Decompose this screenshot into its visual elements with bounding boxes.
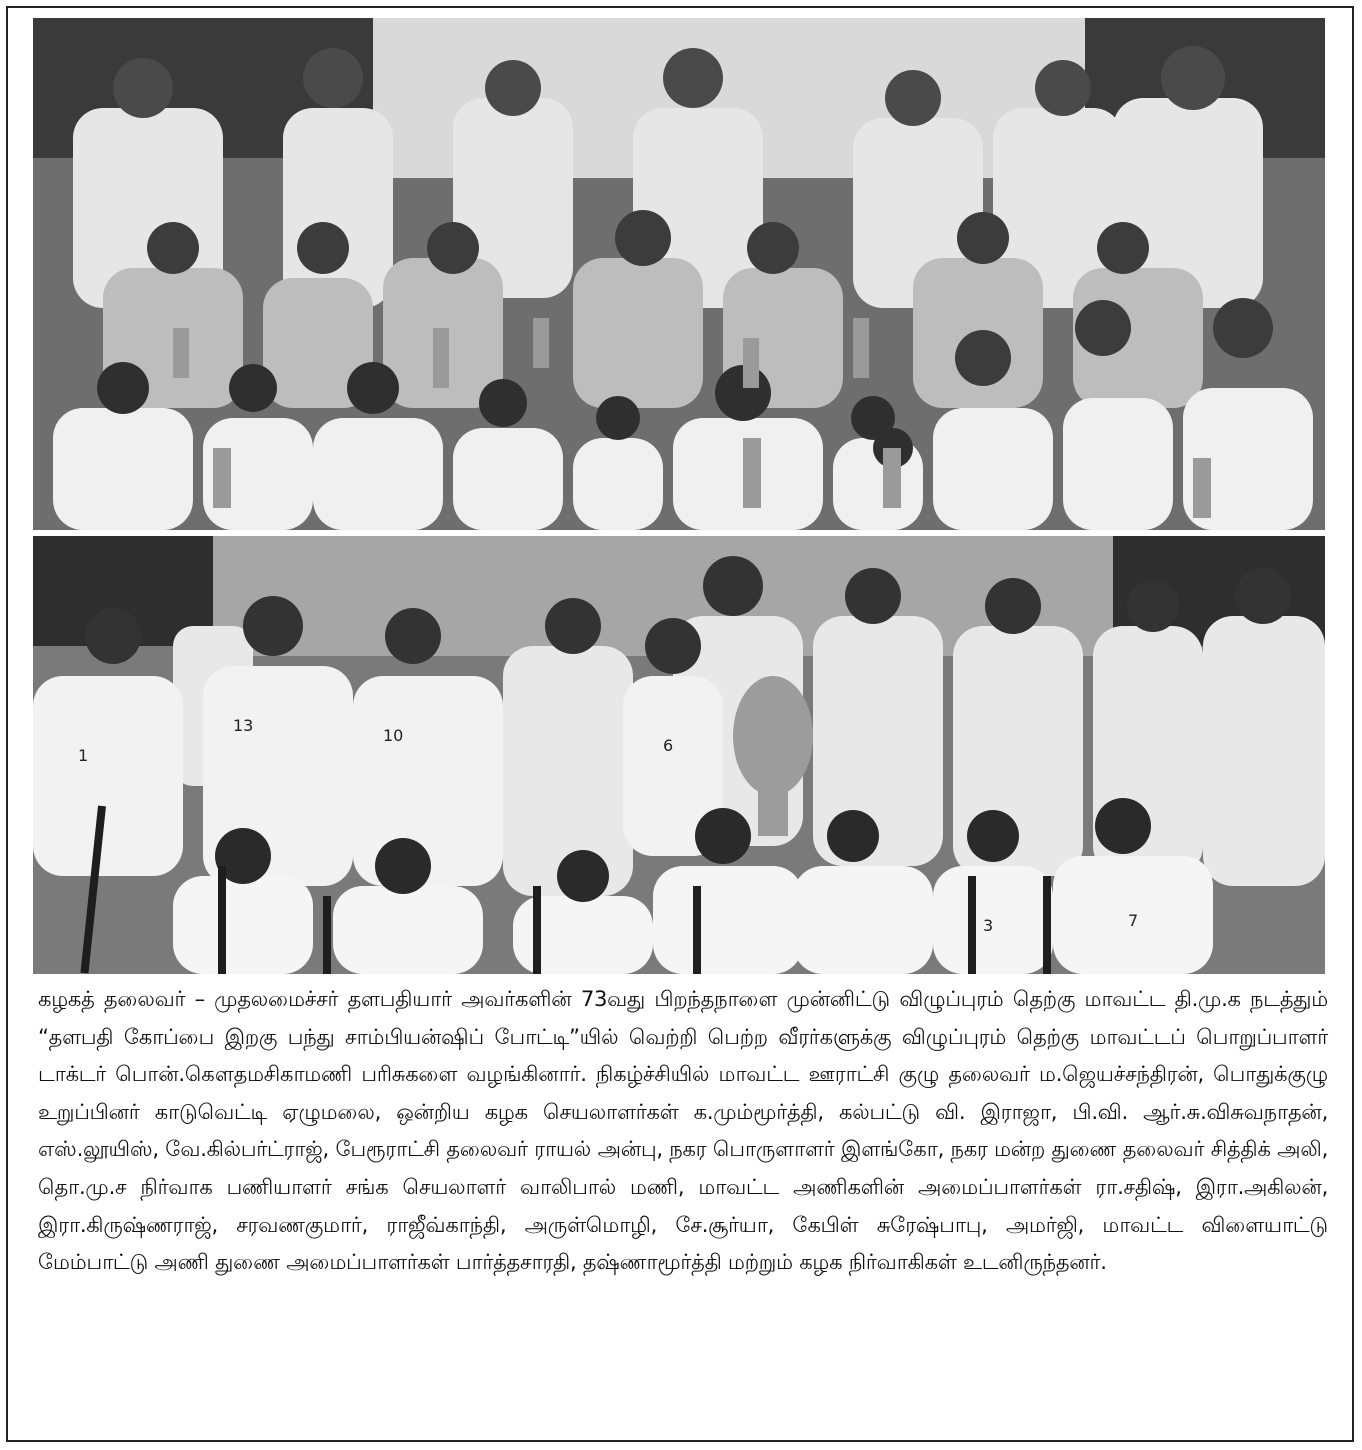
article-caption: கழகத் தலைவர் – முதலமைச்சர் தளபதியார் அவர்களின் 73வது பிறந்தநாளை முன்னிட்டு விழுப்புரம் தெற்கு மாவட்ட தி.மு.க நடத்தும் “தளபதி கோப்பை இறகு பந்து சாம்பியன்ஷிப் போட்டி”யில் வெற்றி பெற்ற வீரர்களுக்கு விழுப்புரம் தெற்கு மாவட்டப் பொறுப்பாளர் டாக்டர் பொன்.கௌதமசிகாமணி பரிசுகளை வழங்கினார். நிகழ்ச்சியில் மாவட்ட ஊராட்சி குழு தலைவர் ம.ஜெயச்சந்திரன், பொதுக்குழு உறுப்பினர் காடுவெட்டி ஏழுமலை, ஒன்றிய கழக செயலாளர்கள் க.மும்மூர்த்தி, கல்பட்டு வி. இராஜா, பி.வி. ஆர்.சு.விசுவநாதன், எஸ்.லூயிஸ், வே.கில்பர்ட்ராஜ், பேரூராட்சி தலைவர் ராயல் அன்பு, நகர பொருளாளர் இளங்கோ, நகர மன்ற துணை தலைவர் சித்திக் அலி, தொ.மு.ச நிர்வாக பணியாளர் சங்க செயலாளர் வாலிபால் மணி, மாவட்ட அணிகளின் அமைப்பாளர்கள் ரா.சதிஷ், இரா.அகிலன், இரா.கிருஷ்ணராஜ், சரவணகுமார், ராஜீவ்காந்தி, அருள்மொழி, சே.சூர்யா, கேபிள் சுரேஷ்பாபு, அமர்ஜி, மாவட்ட விளையாட்டு மேம்பாட்டு அணி துணை அமைப்பாளர்கள் பார்த்தசாரதி, தஷ்ணாமூர்த்தி மற்றும் கழக நிர்வாகிகள் உடனிருந்தனர். xyxy=(38,986,1328,1275)
jersey-number: 3 xyxy=(983,916,994,935)
photo-bottom-illustration xyxy=(33,536,1325,974)
jersey-number: 6 xyxy=(663,736,674,755)
jersey-number: 13 xyxy=(233,716,254,735)
jersey-number: 7 xyxy=(1128,911,1139,930)
jersey-number: 1 xyxy=(78,746,89,765)
photo-award-ceremony-children xyxy=(33,18,1325,530)
photo-top-illustration xyxy=(33,18,1325,530)
photo-team-with-trophy xyxy=(33,536,1325,974)
jersey-number: 10 xyxy=(383,726,404,745)
